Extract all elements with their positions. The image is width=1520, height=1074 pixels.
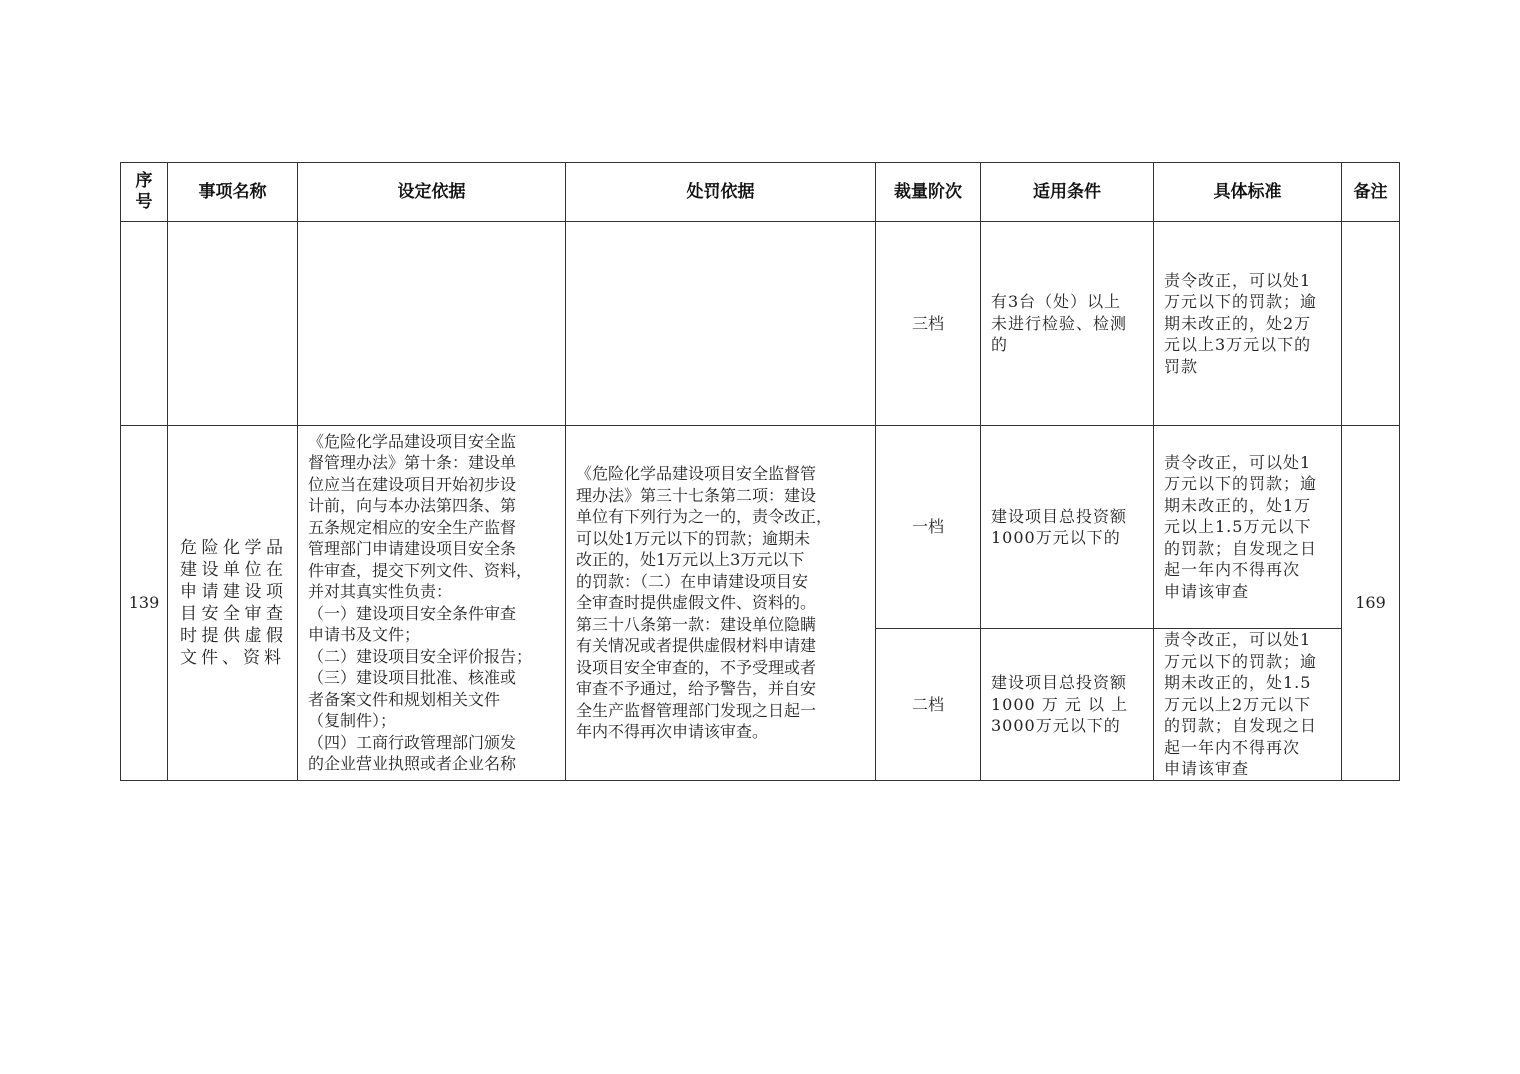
header-row xyxy=(121,163,1400,222)
standard-text: 责令改正，可以处1 万元以下的罚款；逾 期未改正的，处1万 元以上1.5万元以下 的罚款；自发现之日 起一年内不得再次 申请该审查 xyxy=(1164,452,1318,601)
header-seq xyxy=(121,163,168,222)
standard-cell xyxy=(1154,222,1342,426)
header-note: 备注 xyxy=(1342,163,1400,222)
header-applicable-condition: 适用条件 xyxy=(981,163,1154,222)
header-setting-basis: 设定依据 xyxy=(298,163,566,222)
header-item-name: 事项名称 xyxy=(168,163,298,222)
level-cell: 二档 xyxy=(876,629,981,781)
cell-empty-basis xyxy=(298,222,566,426)
level-cell: 一档 xyxy=(876,426,981,629)
header-specific-standard: 具体标准 xyxy=(1154,163,1342,222)
cell-empty-seq xyxy=(121,222,168,426)
standard-text: 责令改正，可以处1 万元以下的罚款；逾 期未改正的，处1.5 万元以上2万元以下 的罚款；自发现之日 起一年内不得再次 申请该审查 xyxy=(1164,630,1318,778)
penalty-discretion-table xyxy=(120,162,1400,781)
cell-empty-name xyxy=(168,222,298,426)
header-discretion-level: 裁量阶次 xyxy=(876,163,981,222)
penalty-basis-cell xyxy=(566,426,876,781)
item-name-text: 危险化学品建设单位在申请建设项目安全审查时提供虚假文件、资料 xyxy=(180,537,287,668)
table-row-continuation xyxy=(121,222,1400,426)
setting-basis-cell xyxy=(298,426,566,781)
seq-cell: 139 xyxy=(121,426,168,781)
condition-text: 建设项目总投资额 1000 万 元 以 上 3000万元以下的 xyxy=(991,673,1129,735)
condition-cell xyxy=(981,629,1154,781)
condition-text: 有3台（处）以上 未进行检验、检测 的 xyxy=(991,292,1128,355)
cell-empty-penalty-basis xyxy=(566,222,876,426)
penalty-basis-text: 《危险化学品建设项目安全监督管 理办法》第三十七条第二项：建设 单位有下列行为之一的，责令改正， 可以处1万元以下的罚款；逾期未 改正的，处1万元以上3万元以下 的罚款：（二）在申请建设项目安 全审查时提供虚假文件、资料的。 第三十八条第一款：建设单位隐瞒 有关情况或者提供虚假材料申请建 设项目安全审查的，不予受理或者 审查不予通过，给予警告，并自安 全生产监督管理部门发现之日起一 年内不得再次申请该审查。 xyxy=(576,464,833,741)
cell-empty-note xyxy=(1342,222,1400,426)
condition-cell xyxy=(981,426,1154,629)
header-seq-line2: 号 xyxy=(135,192,153,212)
table-row-139-level-1 xyxy=(121,426,1400,629)
standard-cell xyxy=(1154,426,1342,629)
header-seq-line1: 序 xyxy=(135,171,153,191)
condition-text: 建设项目总投资额 1000万元以下的 xyxy=(991,506,1128,547)
setting-basis-text: 《危险化学品建设项目安全监 督管理办法》第十条：建设单 位应当在建设项目开始初步设 计前，向与本办法第四条、第 五条规定相应的安全生产监督 管理部门申请建设项目安全条 件审查，提交下列文件、资料， 并对其真实性负责： （一）建设项目安全条件审查 申请书及文件； （二）建设项目安全评价报告； （三）建设项目批准、核准或 者备案文件和规划相关文件 （复制件）； （四）工商行政管理部门颁发 的企业营业执照或者企业名称 xyxy=(308,431,533,774)
header-penalty-basis: 处罚依据 xyxy=(566,163,876,222)
note-cell: 169 xyxy=(1342,426,1400,781)
standard-cell xyxy=(1154,629,1342,781)
item-name-cell xyxy=(168,426,298,781)
condition-cell xyxy=(981,222,1154,426)
standard-text: 责令改正，可以处1 万元以下的罚款；逾 期未改正的，处2万 元以上3万元以下的 罚款 xyxy=(1164,270,1318,376)
level-cell: 三档 xyxy=(876,222,981,426)
